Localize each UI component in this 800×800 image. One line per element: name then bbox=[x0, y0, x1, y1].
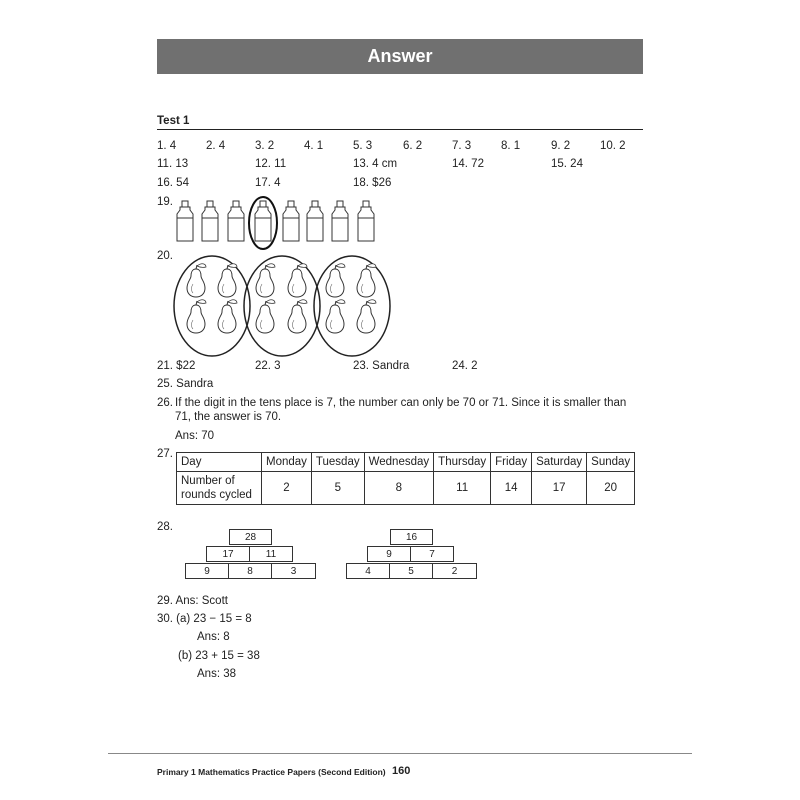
title-rule bbox=[157, 129, 643, 130]
table-header-cell: Monday bbox=[262, 453, 312, 472]
answer-19-label: 19. bbox=[157, 196, 173, 208]
table-header-cell: Sunday bbox=[587, 453, 635, 472]
answer-11: 11. 13 bbox=[157, 158, 189, 170]
answer-10: 10. 2 bbox=[600, 140, 626, 152]
answer-30a: 30. (a) 23 − 15 = 8 bbox=[157, 613, 252, 625]
pyramid-bottom-box: 9 bbox=[185, 563, 229, 579]
table-row bbox=[177, 472, 635, 505]
table-cell: 20 bbox=[587, 472, 635, 505]
answer-8: 8. 1 bbox=[501, 140, 521, 152]
bottle-3 bbox=[228, 201, 244, 241]
bottle-8 bbox=[358, 201, 374, 241]
answer-30b-ans: Ans: 38 bbox=[197, 668, 236, 680]
table-header-cell: Thursday bbox=[434, 453, 491, 472]
pyramid-bottom-box: 8 bbox=[228, 563, 272, 579]
answer-20-label: 20. bbox=[157, 250, 173, 262]
table-header-row bbox=[177, 453, 635, 472]
pyramid-bottom-box: 4 bbox=[346, 563, 390, 579]
pear-group-3 bbox=[314, 256, 390, 356]
pears-illustration bbox=[172, 250, 394, 362]
table-cell: 8 bbox=[364, 472, 434, 505]
table-header-cell: Day bbox=[177, 453, 262, 472]
answer-16: 16. 54 bbox=[157, 177, 189, 189]
pyramid-bottom-box: 2 bbox=[432, 563, 477, 579]
footer-rule bbox=[108, 753, 692, 754]
answer-14: 14. 72 bbox=[452, 158, 484, 170]
bottles-illustration bbox=[170, 196, 385, 252]
bottle-7 bbox=[332, 201, 348, 241]
bottle-6 bbox=[307, 201, 323, 241]
table-header-cell: Friday bbox=[491, 453, 532, 472]
table-header-cell: Tuesday bbox=[311, 453, 364, 472]
pyramid-top-box: 16 bbox=[390, 529, 433, 545]
answer-23: 23. Sandra bbox=[353, 360, 410, 372]
cycling-table bbox=[176, 452, 635, 505]
answer-3: 3. 2 bbox=[255, 140, 275, 152]
answer-22: 22. 3 bbox=[255, 360, 281, 372]
answer-12: 12. 11 bbox=[255, 158, 287, 170]
bottle-2 bbox=[202, 201, 218, 241]
pyramid-middle-box: 17 bbox=[206, 546, 250, 562]
number-pyramid-right bbox=[346, 529, 477, 580]
answer-24: 24. 2 bbox=[452, 360, 478, 372]
pyramid-top-box: 28 bbox=[229, 529, 272, 545]
answer-26-number: 26. bbox=[157, 397, 173, 409]
answer-29: 29. Ans: Scott bbox=[157, 595, 228, 607]
pyramid-middle-box: 9 bbox=[367, 546, 411, 562]
bottle-4 bbox=[255, 201, 271, 241]
pyramid-middle-box: 7 bbox=[410, 546, 454, 562]
answer-1: 1. 4 bbox=[157, 140, 177, 152]
answer-13: 13. 4 cm bbox=[353, 158, 398, 170]
answer-5: 5. 3 bbox=[353, 140, 373, 152]
answer-21: 21. $22 bbox=[157, 360, 196, 372]
header-title: Answer bbox=[367, 46, 433, 66]
table-header-cell: Wednesday bbox=[364, 453, 434, 472]
pyramid-bottom-box: 3 bbox=[271, 563, 316, 579]
answer-26-ans: Ans: 70 bbox=[175, 430, 214, 442]
answer-30b: (b) 23 + 15 = 38 bbox=[178, 650, 260, 662]
pyramid-bottom-box: 5 bbox=[389, 563, 433, 579]
answer-17: 17. 4 bbox=[255, 177, 281, 189]
answer-25: 25. Sandra bbox=[157, 378, 214, 390]
table-header-cell: Saturday bbox=[532, 453, 587, 472]
answer-4: 4. 1 bbox=[304, 140, 324, 152]
pear-group-2 bbox=[244, 256, 320, 356]
table-cell: 2 bbox=[262, 472, 312, 505]
table-cell: 5 bbox=[311, 472, 364, 505]
answer-15: 15. 24 bbox=[551, 158, 583, 170]
answer-2: 2. 4 bbox=[206, 140, 226, 152]
answer-27-label: 27. bbox=[157, 448, 173, 460]
number-pyramid-left bbox=[185, 529, 316, 580]
answer-28-label: 28. bbox=[157, 521, 173, 533]
pyramid-middle-box: 11 bbox=[249, 546, 293, 562]
table-row-label: Number of rounds cycled bbox=[177, 472, 262, 505]
table-cell: 14 bbox=[491, 472, 532, 505]
footer-book-title: Primary 1 Mathematics Practice Papers (Second Edition) bbox=[157, 767, 386, 777]
answer-7: 7. 3 bbox=[452, 140, 472, 152]
test-title: Test 1 bbox=[157, 115, 190, 127]
bottle-5 bbox=[283, 201, 299, 241]
answer-6: 6. 2 bbox=[403, 140, 423, 152]
table-cell: 11 bbox=[434, 472, 491, 505]
answer-26-explanation: If the digit in the tens place is 7, the number can only be 70 or 71. Since it is smaller than 71, the answer is 70. bbox=[175, 397, 627, 423]
answer-header bbox=[157, 39, 643, 74]
table-cell: 17 bbox=[532, 472, 587, 505]
answer-18: 18. $26 bbox=[353, 177, 392, 189]
answer-9: 9. 2 bbox=[551, 140, 571, 152]
bottle-1 bbox=[177, 201, 193, 241]
pear-group-1 bbox=[174, 256, 250, 356]
footer-page-number: 160 bbox=[392, 765, 411, 777]
answer-30a-ans: Ans: 8 bbox=[197, 631, 230, 643]
